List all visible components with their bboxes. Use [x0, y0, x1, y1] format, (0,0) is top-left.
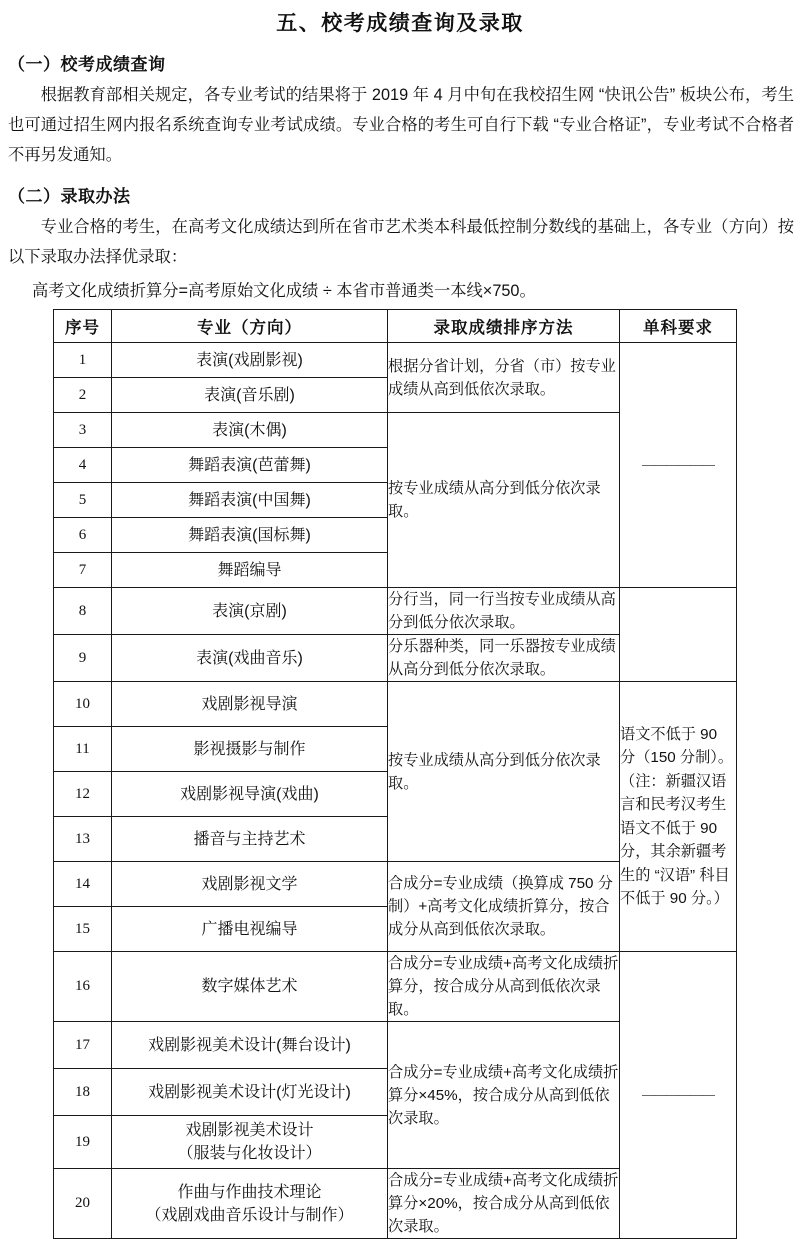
table-row: [54, 952, 737, 1022]
cell-major: 舞蹈表演(中国舞): [112, 483, 388, 518]
cell-rule: 合成分=专业成绩（换算成 750 分制）+高考文化成绩折算分，按合成分从高到低依次录取。: [388, 862, 620, 952]
cell-major: 舞蹈编导: [112, 553, 388, 588]
cell-rule: 根据分省计划，分省（市）按专业成绩从高到低依次录取。: [388, 343, 620, 413]
cell-major: 舞蹈表演(芭蕾舞): [112, 448, 388, 483]
column-header-no: 序号: [54, 310, 112, 343]
cell-major: 戏剧影视导演(戏曲): [112, 772, 388, 817]
cell-major: 表演(木偶): [112, 413, 388, 448]
cell-major: 表演(音乐剧): [112, 378, 388, 413]
cell-major: 表演(戏剧影视): [112, 343, 388, 378]
paragraph-admission-method: 专业合格的考生，在高考文化成绩达到所在省市艺术类本科最低控制分数线的基础上，各专业（方向）按以下录取办法择优录取：: [8, 218, 794, 266]
cell-major: 戏剧影视文学: [112, 862, 388, 907]
cell-no: 15: [54, 907, 112, 952]
cell-major-line-2: （戏剧戏曲音乐设计与制作）: [145, 1206, 354, 1224]
cell-no: 13: [54, 817, 112, 862]
page-title: 五、校考成绩查询及录取: [276, 11, 524, 35]
cell-major-line-2: （服装与化妆设计）: [177, 1145, 322, 1162]
dash-marker: ——————: [642, 1087, 714, 1103]
cell-no: 1: [54, 343, 112, 378]
column-header-rule: 录取成绩排序方法: [388, 310, 620, 343]
cell-major: 戏剧影视导演: [112, 682, 388, 727]
cell-rule: 分行当，同一行当按专业成绩从高分到低分依次录取。: [388, 588, 620, 635]
section-heading-admission-method: （二）录取办法: [8, 187, 131, 206]
cell-no: 18: [54, 1069, 112, 1116]
cell-no: 20: [54, 1169, 112, 1239]
cell-requirement: 语文不低于 90 分（150 分制）。 （注：新疆汉语言和民考汉考生语文不低于 90 分，其余新疆考生的 “汉语” 科目不低于 90 分。）: [620, 682, 737, 952]
cell-major: 表演(戏曲音乐): [112, 635, 388, 682]
cell-rule: 合成分=专业成绩+高考文化成绩折算分×45%，按合成分从高到低依次录取。: [388, 1022, 620, 1169]
cell-no: 2: [54, 378, 112, 413]
cell-major-line-1: 作曲与作曲技术理论: [177, 1183, 322, 1201]
section-heading-score-query: （一）校考成绩查询: [8, 55, 166, 74]
cell-no: 8: [54, 588, 112, 635]
cell-no: 7: [54, 553, 112, 588]
table-header-row: [54, 310, 737, 343]
cell-no: 5: [54, 483, 112, 518]
dash-marker: ——————: [642, 457, 714, 473]
cell-major: [112, 1116, 388, 1169]
cell-rule: 分乐器种类，同一乐器按专业成绩从高分到低分依次录取。: [388, 635, 620, 682]
cell-major: 影视摄影与制作: [112, 727, 388, 772]
cell-rule: 合成分=专业成绩+高考文化成绩折算分，按合成分从高到低依次录取。: [388, 952, 620, 1022]
cell-rule: 合成分=专业成绩+高考文化成绩折算分×20%，按合成分从高到低依次录取。: [388, 1169, 620, 1239]
cell-no: 14: [54, 862, 112, 907]
cell-major: 戏剧影视美术设计(灯光设计): [112, 1069, 388, 1116]
column-header-major: 专业（方向）: [112, 310, 388, 343]
cell-no: 19: [54, 1116, 112, 1169]
cell-requirement: [620, 952, 737, 1239]
cell-major: 舞蹈表演(国标舞): [112, 518, 388, 553]
score-conversion-formula: 高考文化成绩折算分=高考原始文化成绩 ÷ 本省市普通类一本线×750。: [32, 282, 536, 300]
cell-major-line-1: 戏剧影视美术设计: [185, 1122, 314, 1139]
cell-no: 17: [54, 1022, 112, 1069]
document-page: [0, 8, 800, 1235]
table-row: [54, 588, 737, 635]
cell-major: [112, 1169, 388, 1239]
cell-major: 戏剧影视美术设计(舞台设计): [112, 1022, 388, 1069]
cell-no: 16: [54, 952, 112, 1022]
cell-major: 表演(京剧): [112, 588, 388, 635]
cell-no: 10: [54, 682, 112, 727]
cell-major: 播音与主持艺术: [112, 817, 388, 862]
cell-no: 11: [54, 727, 112, 772]
cell-no: 9: [54, 635, 112, 682]
cell-requirement: [620, 588, 737, 682]
cell-major: 广播电视编导: [112, 907, 388, 952]
cell-no: 6: [54, 518, 112, 553]
cell-no: 4: [54, 448, 112, 483]
column-header-req: 单科要求: [620, 310, 737, 343]
cell-major: 数字媒体艺术: [112, 952, 388, 1022]
cell-requirement: [620, 343, 737, 588]
admission-table-wrapper: [53, 309, 736, 1239]
admission-table: [53, 309, 737, 1239]
cell-rule: 按专业成绩从高分到低分依次录取。: [388, 682, 620, 862]
table-row: [54, 682, 737, 727]
table-row: [54, 343, 737, 378]
cell-rule: 按专业成绩从高分到低分依次录取。: [388, 413, 620, 588]
cell-no: 3: [54, 413, 112, 448]
cell-no: 12: [54, 772, 112, 817]
paragraph-score-query: 根据教育部相关规定，各专业考试的结果将于 2019 年 4 月中旬在我校招生网 “快讯公告” 板块公布，考生也可通过招生网内报名系统查询专业考试成绩。专业合格的考生可自行下载 “专业合格证”，专业考试不合格者不再另发通知。: [8, 86, 794, 164]
